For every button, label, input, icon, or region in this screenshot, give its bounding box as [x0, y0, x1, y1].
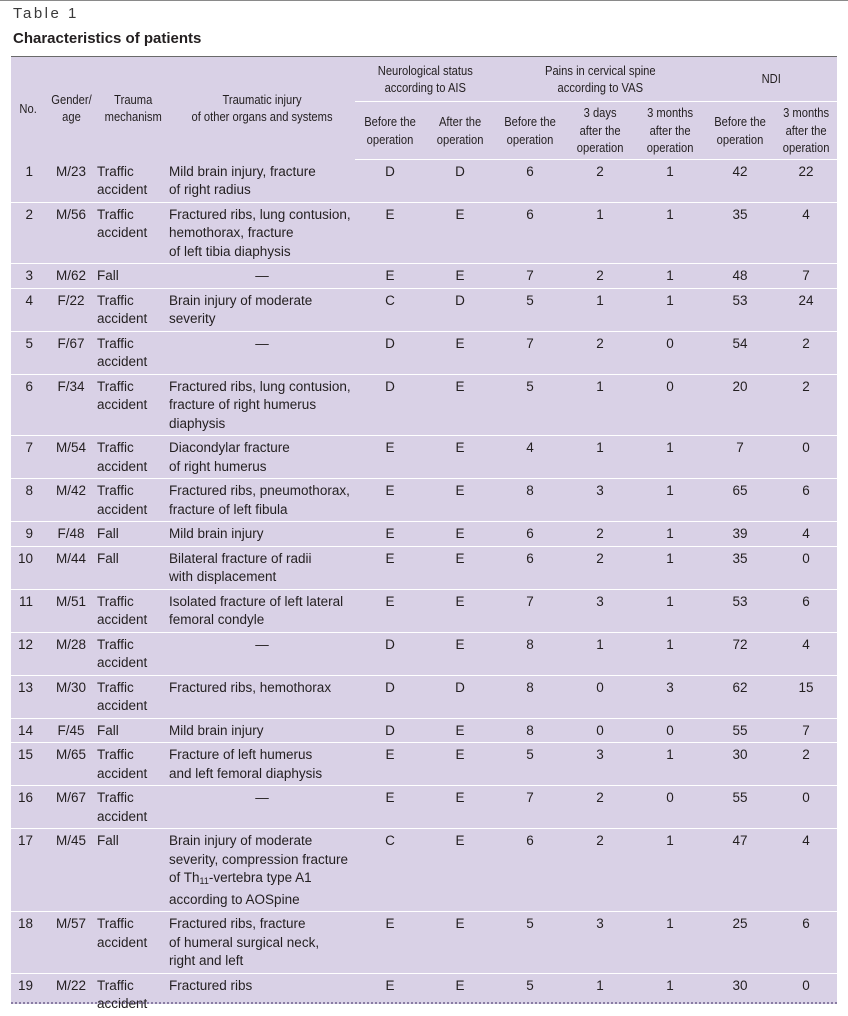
cell-ndi-before: 25 [705, 912, 775, 974]
cell-ais-after: E [425, 436, 495, 479]
cell-ais-after: E [425, 546, 495, 589]
cell-traumatic-injury: Fractured ribs, fracture of humeral surgical neck, right and left [169, 912, 355, 974]
cell-vas-3months: 3 [635, 675, 705, 718]
cell-no: 11 [11, 589, 45, 632]
cell-ndi-3months: 0 [775, 436, 837, 479]
cell-ndi-3months: 4 [775, 829, 837, 912]
header-vas-before: Before the operation [495, 102, 565, 160]
cell-ndi-before: 54 [705, 331, 775, 374]
patients-table-container [11, 56, 837, 1011]
cell-ndi-3months: 15 [775, 675, 837, 718]
cell-gender-age: M/54 [45, 436, 97, 479]
cell-ais-before: D [355, 331, 425, 374]
cell-ndi-3months: 7 [775, 718, 837, 743]
cell-vas-3months: 1 [635, 160, 705, 203]
cell-gender-age: M/56 [45, 202, 97, 264]
cell-gender-age: M/45 [45, 829, 97, 912]
cell-ais-after: E [425, 374, 495, 436]
cell-ndi-before: 30 [732, 977, 748, 993]
cell-ndi-3months: 2 [775, 374, 837, 436]
table-row [11, 331, 837, 374]
cell-vas-before: 6 [495, 546, 565, 589]
cell-vas-before: 8 [495, 632, 565, 675]
cell-gender-age: M/44 [45, 546, 97, 589]
cell-gender-age: M/65 [45, 743, 97, 786]
cell-gender-age: M/67 [45, 786, 97, 829]
cell-ndi-before: 42 [705, 160, 775, 203]
cell-vas-3months: 1 [635, 743, 705, 786]
cell-vas-before: 7 [495, 786, 565, 829]
table-row [11, 632, 837, 675]
cell-gender-age: M/28 [45, 632, 97, 675]
cell-vas-3months: 0 [635, 786, 705, 829]
cell-ais-before: E [355, 522, 425, 547]
cell-vas-before: 8 [495, 718, 565, 743]
cell-trauma-mechanism: Traffic accident [97, 288, 169, 331]
cell-ndi-before: 53 [705, 589, 775, 632]
cell-traumatic-injury: Mild brain injury [169, 718, 355, 743]
cell-ndi-before: 35 [705, 546, 775, 589]
cell-vas-3days: 1 [596, 977, 604, 993]
cell-traumatic-injury: Bilateral fracture of radii with displacement [169, 546, 355, 589]
cell-ais-after: E [455, 977, 465, 993]
cell-trauma-mechanism: Traffic accident [97, 632, 169, 675]
cell-ndi-before: 48 [705, 264, 775, 289]
cell-vas-3months: 0 [635, 374, 705, 436]
table-row [11, 546, 837, 589]
cell-no: 4 [11, 288, 45, 331]
header-vas-3months: 3 months after the operation [635, 102, 705, 160]
cell-traumatic-injury: Diacondylar fracture of right humerus [169, 436, 355, 479]
cell-ndi-3months: 6 [775, 912, 837, 974]
cell-traumatic-injury: — [169, 632, 355, 675]
header-ais-after: After the operation [425, 102, 495, 160]
cell-gender-age: M/42 [45, 479, 97, 522]
top-rule [0, 0, 848, 1]
table-row [11, 264, 837, 289]
cell-trauma-mechanism: Traffic accident [97, 436, 169, 479]
cell-vas-3months: 1 [635, 632, 705, 675]
cell-ais-before: D [355, 160, 425, 203]
cell-ais-before: D [355, 632, 425, 675]
cell-trauma-mechanism: Traffic accident [97, 786, 169, 829]
cell-vas-3months: 1 [635, 202, 705, 264]
cell-vas-3days: 3 [565, 743, 635, 786]
cell-vas-before: 4 [495, 436, 565, 479]
cell-ais-before: E [355, 479, 425, 522]
cell-traumatic-injury: Fractured ribs, lung contusion, hemothorax, fracture of left tibia diaphysis [169, 202, 355, 264]
cell-trauma-mechanism: Traffic accident [97, 589, 169, 632]
cell-traumatic-injury: Isolated fracture of left lateral femoral condyle [169, 589, 355, 632]
cell-vas-3months: 1 [635, 589, 705, 632]
cell-gender-age: F/45 [45, 718, 97, 743]
cell-traumatic-injury: Mild brain injury, fracture of right radius [169, 160, 355, 203]
cell-trauma-mechanism: Fall [97, 829, 169, 912]
cell-gender-age: F/34 [45, 374, 97, 436]
cell-vas-3days: 2 [565, 160, 635, 203]
cell-ais-after: E [425, 718, 495, 743]
cell-vas-before: 7 [495, 589, 565, 632]
cell-vas-before: 6 [495, 160, 565, 203]
cell-no: 17 [11, 829, 45, 912]
cell-traumatic-injury: — [169, 786, 355, 829]
cell-ais-before: E [355, 786, 425, 829]
cell-vas-3months: 1 [635, 264, 705, 289]
cell-no: 8 [11, 479, 45, 522]
cell-trauma-mechanism: Fall [97, 718, 169, 743]
cell-ais-before: E [355, 546, 425, 589]
header-no: No. [19, 100, 37, 116]
cell-ndi-3months: 6 [775, 589, 837, 632]
cell-ais-after: E [425, 479, 495, 522]
cell-ndi-3months: 0 [802, 977, 810, 993]
cell-ndi-before: 7 [705, 436, 775, 479]
cell-ndi-3months: 7 [775, 264, 837, 289]
cell-ais-before: E [355, 264, 425, 289]
table-row [11, 912, 837, 974]
cell-ais-after: E [425, 202, 495, 264]
cell-ais-before: E [355, 912, 425, 974]
cell-ais-after: E [425, 786, 495, 829]
cell-ais-before: C [355, 288, 425, 331]
cell-vas-3months: 1 [635, 829, 705, 912]
cell-ndi-before: 35 [705, 202, 775, 264]
cell-ais-before: D [355, 675, 425, 718]
cell-trauma-mechanism: Traffic accident [97, 374, 169, 436]
cell-vas-3months: 1 [635, 546, 705, 589]
cell-traumatic-injury: Brain injury of moderate severity [169, 288, 355, 331]
cell-no: 16 [11, 786, 45, 829]
cell-vas-3months: 1 [666, 977, 674, 993]
table-row [11, 675, 837, 718]
table-row [11, 589, 837, 632]
cell-ais-before: D [355, 374, 425, 436]
cell-ais-after: D [425, 288, 495, 331]
table-row [11, 522, 837, 547]
cell-ndi-3months: 6 [775, 479, 837, 522]
cell-trauma-mechanism: Traffic accident [97, 675, 169, 718]
cell-ndi-before: 55 [705, 718, 775, 743]
cell-gender-age: M/22 [55, 977, 86, 993]
cell-ndi-3months: 2 [775, 331, 837, 374]
table-title: Characteristics of patients [13, 30, 202, 47]
table-row [11, 160, 837, 203]
cell-vas-3days: 3 [565, 479, 635, 522]
cell-traumatic-injury: Fractured ribs, hemothorax [169, 675, 355, 718]
table-row [11, 374, 837, 436]
cell-vas-before: 7 [495, 264, 565, 289]
cell-ais-before: E [355, 743, 425, 786]
cell-gender-age: M/30 [45, 675, 97, 718]
cell-vas-before: 5 [526, 977, 534, 993]
cell-ndi-before: 20 [705, 374, 775, 436]
cell-ndi-3months: 24 [775, 288, 837, 331]
cell-no: 18 [11, 912, 45, 974]
table-body [11, 160, 837, 1016]
cell-vas-3days: 1 [565, 632, 635, 675]
cell-vas-3days: 2 [565, 331, 635, 374]
cell-ais-before: D [355, 718, 425, 743]
cell-vas-3months: 0 [635, 718, 705, 743]
cell-vas-3months: 0 [635, 331, 705, 374]
cell-vas-before: 6 [495, 202, 565, 264]
cell-vas-3days: 2 [565, 786, 635, 829]
cell-vas-3days: 1 [565, 202, 635, 264]
cell-ndi-3months: 0 [775, 786, 837, 829]
cell-vas-before: 7 [495, 331, 565, 374]
cell-no: 19 [17, 977, 33, 993]
cell-no: 10 [11, 546, 45, 589]
cell-ais-before: E [385, 977, 395, 993]
cell-ndi-before: 72 [705, 632, 775, 675]
cell-trauma-mechanism: Traffic accident [97, 743, 169, 786]
cell-no: 15 [11, 743, 45, 786]
cell-ndi-before: 62 [705, 675, 775, 718]
cell-no: 6 [11, 374, 45, 436]
cell-traumatic-injury: Fracture of left humerus and left femoral diaphysis [169, 743, 355, 786]
cell-ais-before: E [355, 436, 425, 479]
cell-ais-after: E [425, 522, 495, 547]
table-row [11, 786, 837, 829]
table-row [11, 479, 837, 522]
cell-vas-3days: 2 [565, 522, 635, 547]
table-row [11, 718, 837, 743]
cell-trauma-mechanism: Traffic accident [97, 912, 169, 974]
cell-vas-3days: 3 [565, 589, 635, 632]
cell-no: 5 [11, 331, 45, 374]
table-row [11, 436, 837, 479]
cell-traumatic-injury: Fractured ribs, lung contusion, fracture of right humerus diaphysis [169, 374, 355, 436]
header-trauma-mechanism: Trauma mechanism [104, 91, 162, 125]
cell-ndi-3months: 0 [775, 546, 837, 589]
cell-vas-3days: 2 [565, 546, 635, 589]
cell-no: 2 [11, 202, 45, 264]
table-label: Table 1 [13, 5, 79, 22]
cell-gender-age: M/62 [45, 264, 97, 289]
cell-no: 14 [11, 718, 45, 743]
header-ndi-before: Before the operation [705, 102, 775, 160]
cell-vas-3days: 2 [565, 264, 635, 289]
header-ndi-group: NDI [705, 57, 837, 102]
cell-ais-after: E [425, 331, 495, 374]
cell-vas-3months: 1 [635, 288, 705, 331]
cell-traumatic-injury: Mild brain injury [169, 522, 355, 547]
cell-traumatic-injury: Fractured ribs [169, 977, 253, 993]
cell-trauma-mechanism: Traffic accident [97, 160, 169, 203]
cell-traumatic-injury: — [169, 331, 355, 374]
cell-ndi-3months: 2 [775, 743, 837, 786]
cell-gender-age: M/51 [45, 589, 97, 632]
cell-ndi-before: 47 [705, 829, 775, 912]
cell-vas-before: 5 [495, 743, 565, 786]
cell-trauma-mechanism: Fall [97, 522, 169, 547]
cell-trauma-mechanism: Traffic accident [97, 202, 169, 264]
cell-vas-3months: 1 [635, 479, 705, 522]
cell-ais-after: D [425, 160, 495, 203]
cell-vas-3days: 1 [565, 374, 635, 436]
cell-traumatic-injury: — [169, 264, 355, 289]
header-traumatic-injury: Traumatic injury of other organs and systems [191, 91, 333, 125]
cell-vas-3months: 1 [635, 522, 705, 547]
cell-ais-after: E [425, 632, 495, 675]
cell-vas-3days: 1 [565, 436, 635, 479]
cell-no: 3 [11, 264, 45, 289]
table-row [11, 973, 837, 1016]
header-ndi-3months: 3 months after the operation [775, 102, 837, 160]
cell-vas-3days: 0 [565, 675, 635, 718]
cell-vas-before: 5 [495, 912, 565, 974]
cell-ais-before: E [355, 589, 425, 632]
cell-vas-before: 8 [495, 675, 565, 718]
patients-table [11, 57, 837, 1016]
cell-ndi-before: 39 [705, 522, 775, 547]
cell-ndi-3months: 22 [775, 160, 837, 203]
cell-gender-age: M/23 [45, 160, 97, 203]
cell-trauma-mechanism: Traffic accident [97, 479, 169, 522]
cell-ais-before: E [355, 202, 425, 264]
cell-no: 13 [11, 675, 45, 718]
cell-ais-after: E [425, 743, 495, 786]
cell-ais-after: E [425, 912, 495, 974]
cell-ndi-before: 55 [705, 786, 775, 829]
cell-ndi-3months: 4 [775, 632, 837, 675]
cell-gender-age: F/67 [45, 331, 97, 374]
cell-vas-3days: 1 [565, 288, 635, 331]
cell-vas-3days: 2 [565, 829, 635, 912]
cell-ais-after: E [425, 589, 495, 632]
cell-vas-3months: 1 [635, 436, 705, 479]
cell-ais-before: C [355, 829, 425, 912]
cell-ndi-before: 53 [705, 288, 775, 331]
cell-vas-before: 5 [495, 288, 565, 331]
cell-traumatic-injury: Brain injury of moderate severity, compression fracture of $Th_{11}$-vertebra type A1 according to AOSpine [169, 829, 355, 912]
cell-vas-before: 5 [495, 374, 565, 436]
cell-no: 12 [11, 632, 45, 675]
cell-trauma-mechanism: Traffic accident [97, 977, 148, 1011]
table-row [11, 288, 837, 331]
header-ais-group: Neurological status according to AIS [355, 57, 495, 102]
header-vas-3days: 3 days after the operation [565, 102, 635, 160]
cell-ndi-3months: 4 [775, 202, 837, 264]
cell-gender-age: F/48 [45, 522, 97, 547]
cell-ais-after: D [425, 675, 495, 718]
cell-no: 9 [11, 522, 45, 547]
table-row [11, 202, 837, 264]
cell-vas-before: 6 [495, 829, 565, 912]
cell-ndi-before: 30 [705, 743, 775, 786]
cell-no: 7 [11, 436, 45, 479]
table-row [11, 743, 837, 786]
cell-vas-3months: 1 [635, 912, 705, 974]
cell-ndi-3months: 4 [775, 522, 837, 547]
header-gender-age: Gender/ age [50, 91, 92, 125]
header-vas-group: Pains in cervical spine according to VAS [495, 57, 705, 102]
cell-ais-after: E [425, 264, 495, 289]
cell-vas-3days: 3 [565, 912, 635, 974]
cell-ais-after: E [425, 829, 495, 912]
cell-vas-before: 8 [495, 479, 565, 522]
cell-vas-before: 6 [495, 522, 565, 547]
cell-trauma-mechanism: Fall [97, 546, 169, 589]
cell-gender-age: M/57 [45, 912, 97, 974]
cell-traumatic-injury: Fractured ribs, pneumothorax, fracture of left fibula [169, 479, 355, 522]
header-ais-before: Before the operation [355, 102, 425, 160]
cell-vas-3days: 0 [565, 718, 635, 743]
table-row [11, 829, 837, 912]
cell-trauma-mechanism: Fall [97, 264, 169, 289]
cell-no: 1 [11, 160, 45, 203]
cell-trauma-mechanism: Traffic accident [97, 331, 169, 374]
cell-gender-age: F/22 [45, 288, 97, 331]
cell-ndi-before: 65 [705, 479, 775, 522]
